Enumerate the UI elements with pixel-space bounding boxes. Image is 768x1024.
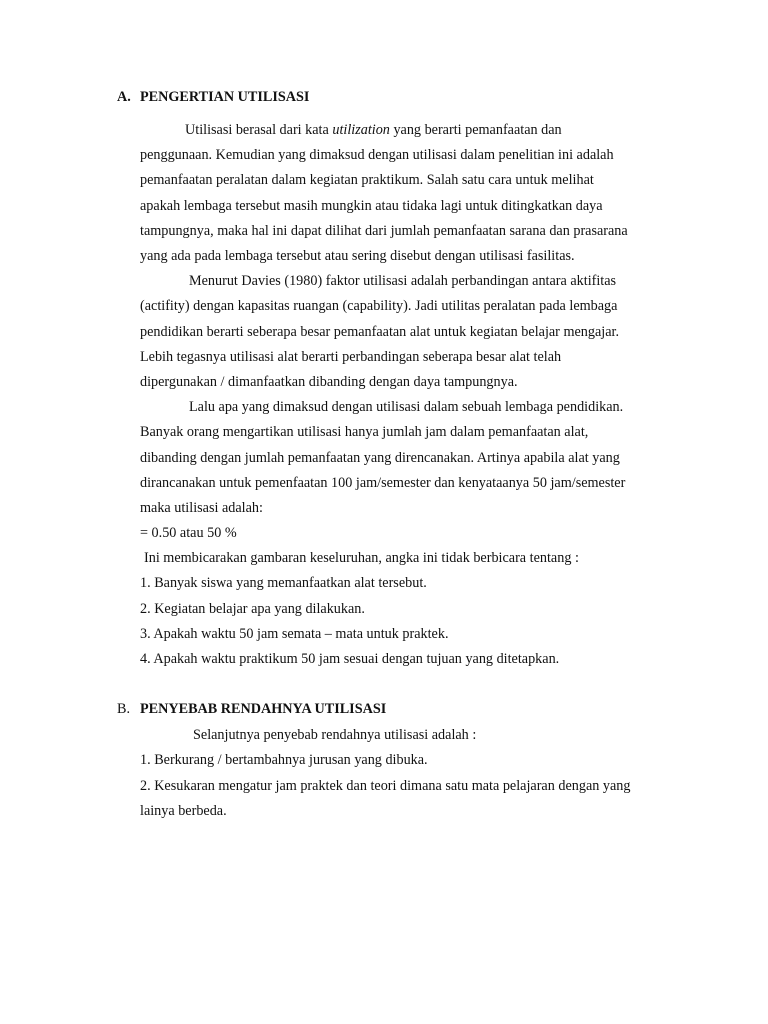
paragraph-line: Lebih tegasnya utilisasi alat berarti perbandingan seberapa besar alat telah bbox=[140, 349, 562, 365]
paragraph-line: Banyak orang mengartikan utilisasi hanya jumlah jam dalam pemanfaatan alat, bbox=[140, 424, 589, 440]
paragraph-line: dirancanakan untuk pemenfaatan 100 jam/semester dan kenyataanya 50 jam/semester bbox=[140, 475, 626, 491]
paragraph-line: pendidikan berarti seberapa besar pemanfaatan alat untuk kegiatan belajar mengajar. bbox=[140, 324, 619, 340]
paragraph-line: dipergunakan / dimanfaatkan dibanding dengan daya tampungnya. bbox=[140, 374, 518, 390]
paragraph-line: tampungnya, maka hal ini dapat dilihat dari jumlah pemanfaatan sarana dan prasarana bbox=[140, 223, 628, 239]
list-item: 1. Banyak siswa yang memanfaatkan alat tersebut. bbox=[140, 575, 427, 591]
paragraph-line: dibanding dengan jumlah pemanfaatan yang direncanakan. Artinya apabila alat yang bbox=[140, 450, 620, 466]
paragraph-line: pemanfaatan peralatan dalam kegiatan praktikum. Salah satu cara untuk melihat bbox=[140, 172, 594, 188]
section-b-letter: B. bbox=[117, 701, 131, 717]
section-b-title: PENYEBAB RENDAHNYA UTILISASI bbox=[140, 701, 387, 717]
paragraph-line: (actifity) dengan kapasitas ruangan (capability). Jadi utilitas peralatan pada lembaga bbox=[140, 298, 618, 314]
list-item: 2. Kesukaran mengatur jam praktek dan teori dimana satu mata pelajaran dengan yang bbox=[140, 778, 631, 794]
paragraph-line: Utilisasi berasal dari kata utilization yang berarti pemanfaatan dan bbox=[185, 122, 562, 138]
list-item-continuation: lainya berbeda. bbox=[140, 803, 227, 819]
list-item: 4. Apakah waktu praktikum 50 jam sesuai dengan tujuan yang ditetapkan. bbox=[140, 651, 560, 667]
section-b-intro: Selanjutnya penyebab rendahnya utilisasi adalah : bbox=[193, 727, 477, 743]
paragraph-line: Menurut Davies (1980) faktor utilisasi adalah perbandingan antara aktifitas bbox=[189, 273, 617, 289]
term-utilization: utilization bbox=[332, 122, 390, 138]
paragraph-line: maka utilisasi adalah: bbox=[140, 500, 263, 516]
formula-line: = 0.50 atau 50 % bbox=[140, 525, 237, 541]
section-a-letter: A. bbox=[117, 89, 131, 105]
list-intro: Ini membicarakan gambaran keseluruhan, angka ini tidak berbicara tentang : bbox=[144, 550, 579, 566]
list-item: 1. Berkurang / bertambahnya jurusan yang dibuka. bbox=[140, 752, 428, 768]
paragraph-line: Lalu apa yang dimaksud dengan utilisasi dalam sebuah lembaga pendidikan. bbox=[189, 399, 624, 415]
list-item: 2. Kegiatan belajar apa yang dilakukan. bbox=[140, 601, 365, 617]
list-item: 3. Apakah waktu 50 jam semata – mata untuk praktek. bbox=[140, 626, 449, 642]
section-a-title: PENGERTIAN UTILISASI bbox=[140, 89, 310, 105]
paragraph-line: yang ada pada lembaga tersebut atau sering disebut dengan utilisasi fasilitas. bbox=[140, 248, 575, 264]
paragraph-line: apakah lembaga tersebut masih mungkin atau tidaka lagi untuk ditingkatkan daya bbox=[140, 198, 603, 214]
paragraph-line: penggunaan. Kemudian yang dimaksud dengan utilisasi dalam penelitian ini adalah bbox=[140, 147, 614, 163]
